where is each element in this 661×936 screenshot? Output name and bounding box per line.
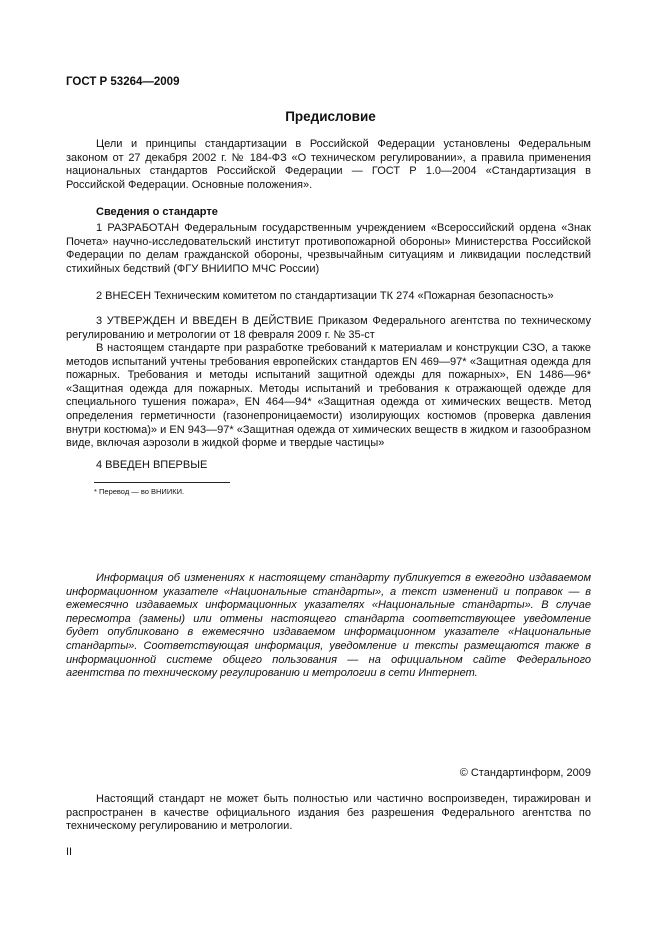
item-4-first-time: 4 ВВЕДЕН ВПЕРВЫЕ bbox=[96, 459, 208, 471]
section-subheading: Сведения о стандарте bbox=[96, 206, 218, 218]
page-number: II bbox=[66, 846, 73, 858]
page-title: Предисловие bbox=[285, 109, 376, 124]
copyright-line: © Стандартинформ, 2009 bbox=[459, 767, 591, 779]
item-3-note: В настоящем стандарте при разработке требований к материалам и конструкции СЗО, а также методов испытаний учтены требования европейских стандартов EN 469—97* «Защитная одежда для пожарных. Требования и методы испытаний защитной одежды для пожарных», EN 1486—96* «Защитная одежда для пожарных. Методы испытаний и требования к отражающей одежде для специального тушения пожара», EN 464—94* «Защитная одежда от химических веществ. Метод определения герметичности (газонепроницаемости) изолирующих костюмов (проверка давления внутри костюма)» и EN 943—97* «Защитная одежда от химических веществ в жидком и газообразном виде, включая аэрозоли в жидкой форме и твердые частицы» bbox=[66, 342, 591, 450]
item-1-developed: 1 РАЗРАБОТАН Федеральным государственным учреждением «Всероссийский ордена «Знак Почета» научно-исследовательский институт противопожарной обороны» Министерства Российской Федерации по делам гражданской обороны, чрезвычайным ситуациям и ликвидации последствий стихийных бедствий (ФГУ ВНИИПО МЧС России) bbox=[66, 222, 591, 275]
change-information-notice: Информация об изменениях к настоящему стандарту публикуется в ежегодно издаваемом информационном указателе «Национальные стандарты», а текст изменений и поправок — в ежемесячно издаваемых информационных указателях «Национальные стандарты». В случае пересмотра (замены) или отмены настоящего стандарта соответствующее уведомление будет опубликовано в ежемесячно издаваемом информационном указателе «Национальные стандарты». Соответствующая информация, уведомление и тексты размещаются также в информационной системе общего пользования — на официальном сайте Федерального агентства по техническому регулированию и метрологии в сети Интернет. bbox=[66, 572, 591, 680]
footnote: * Перевод — во ВНИИКИ. bbox=[94, 487, 185, 496]
intro-paragraph: Цели и принципы стандартизации в Российской Федерации установлены Федеральным законом от 27 декабря 2002 г. № 184-ФЗ «О техническом регулировании», а правила применения национальных стандартов Российской Федерации — ГОСТ Р 1.0—2004 «Стандартизация в Российской Федерации. Основные положения». bbox=[66, 138, 591, 191]
footnote-divider bbox=[94, 482, 230, 483]
reproduction-notice: Настоящий стандарт не может быть полностью или частично воспроизведен, тиражирован и распространен в качестве официального издания без разрешения Федерального агентства по техническому регулированию и метрологии. bbox=[66, 793, 591, 833]
item-2-introduced: 2 ВНЕСЕН Техническим комитетом по стандартизации ТК 274 «Пожарная безопасность» bbox=[96, 290, 554, 302]
item-3-approved: 3 УТВЕРЖДЕН И ВВЕДЕН В ДЕЙСТВИЕ Приказом Федерального агентства по техническому регулированию и метрологии от 18 февраля 2009 г. № 35-ст bbox=[66, 315, 591, 341]
document-code-header: ГОСТ Р 53264—2009 bbox=[66, 76, 180, 88]
